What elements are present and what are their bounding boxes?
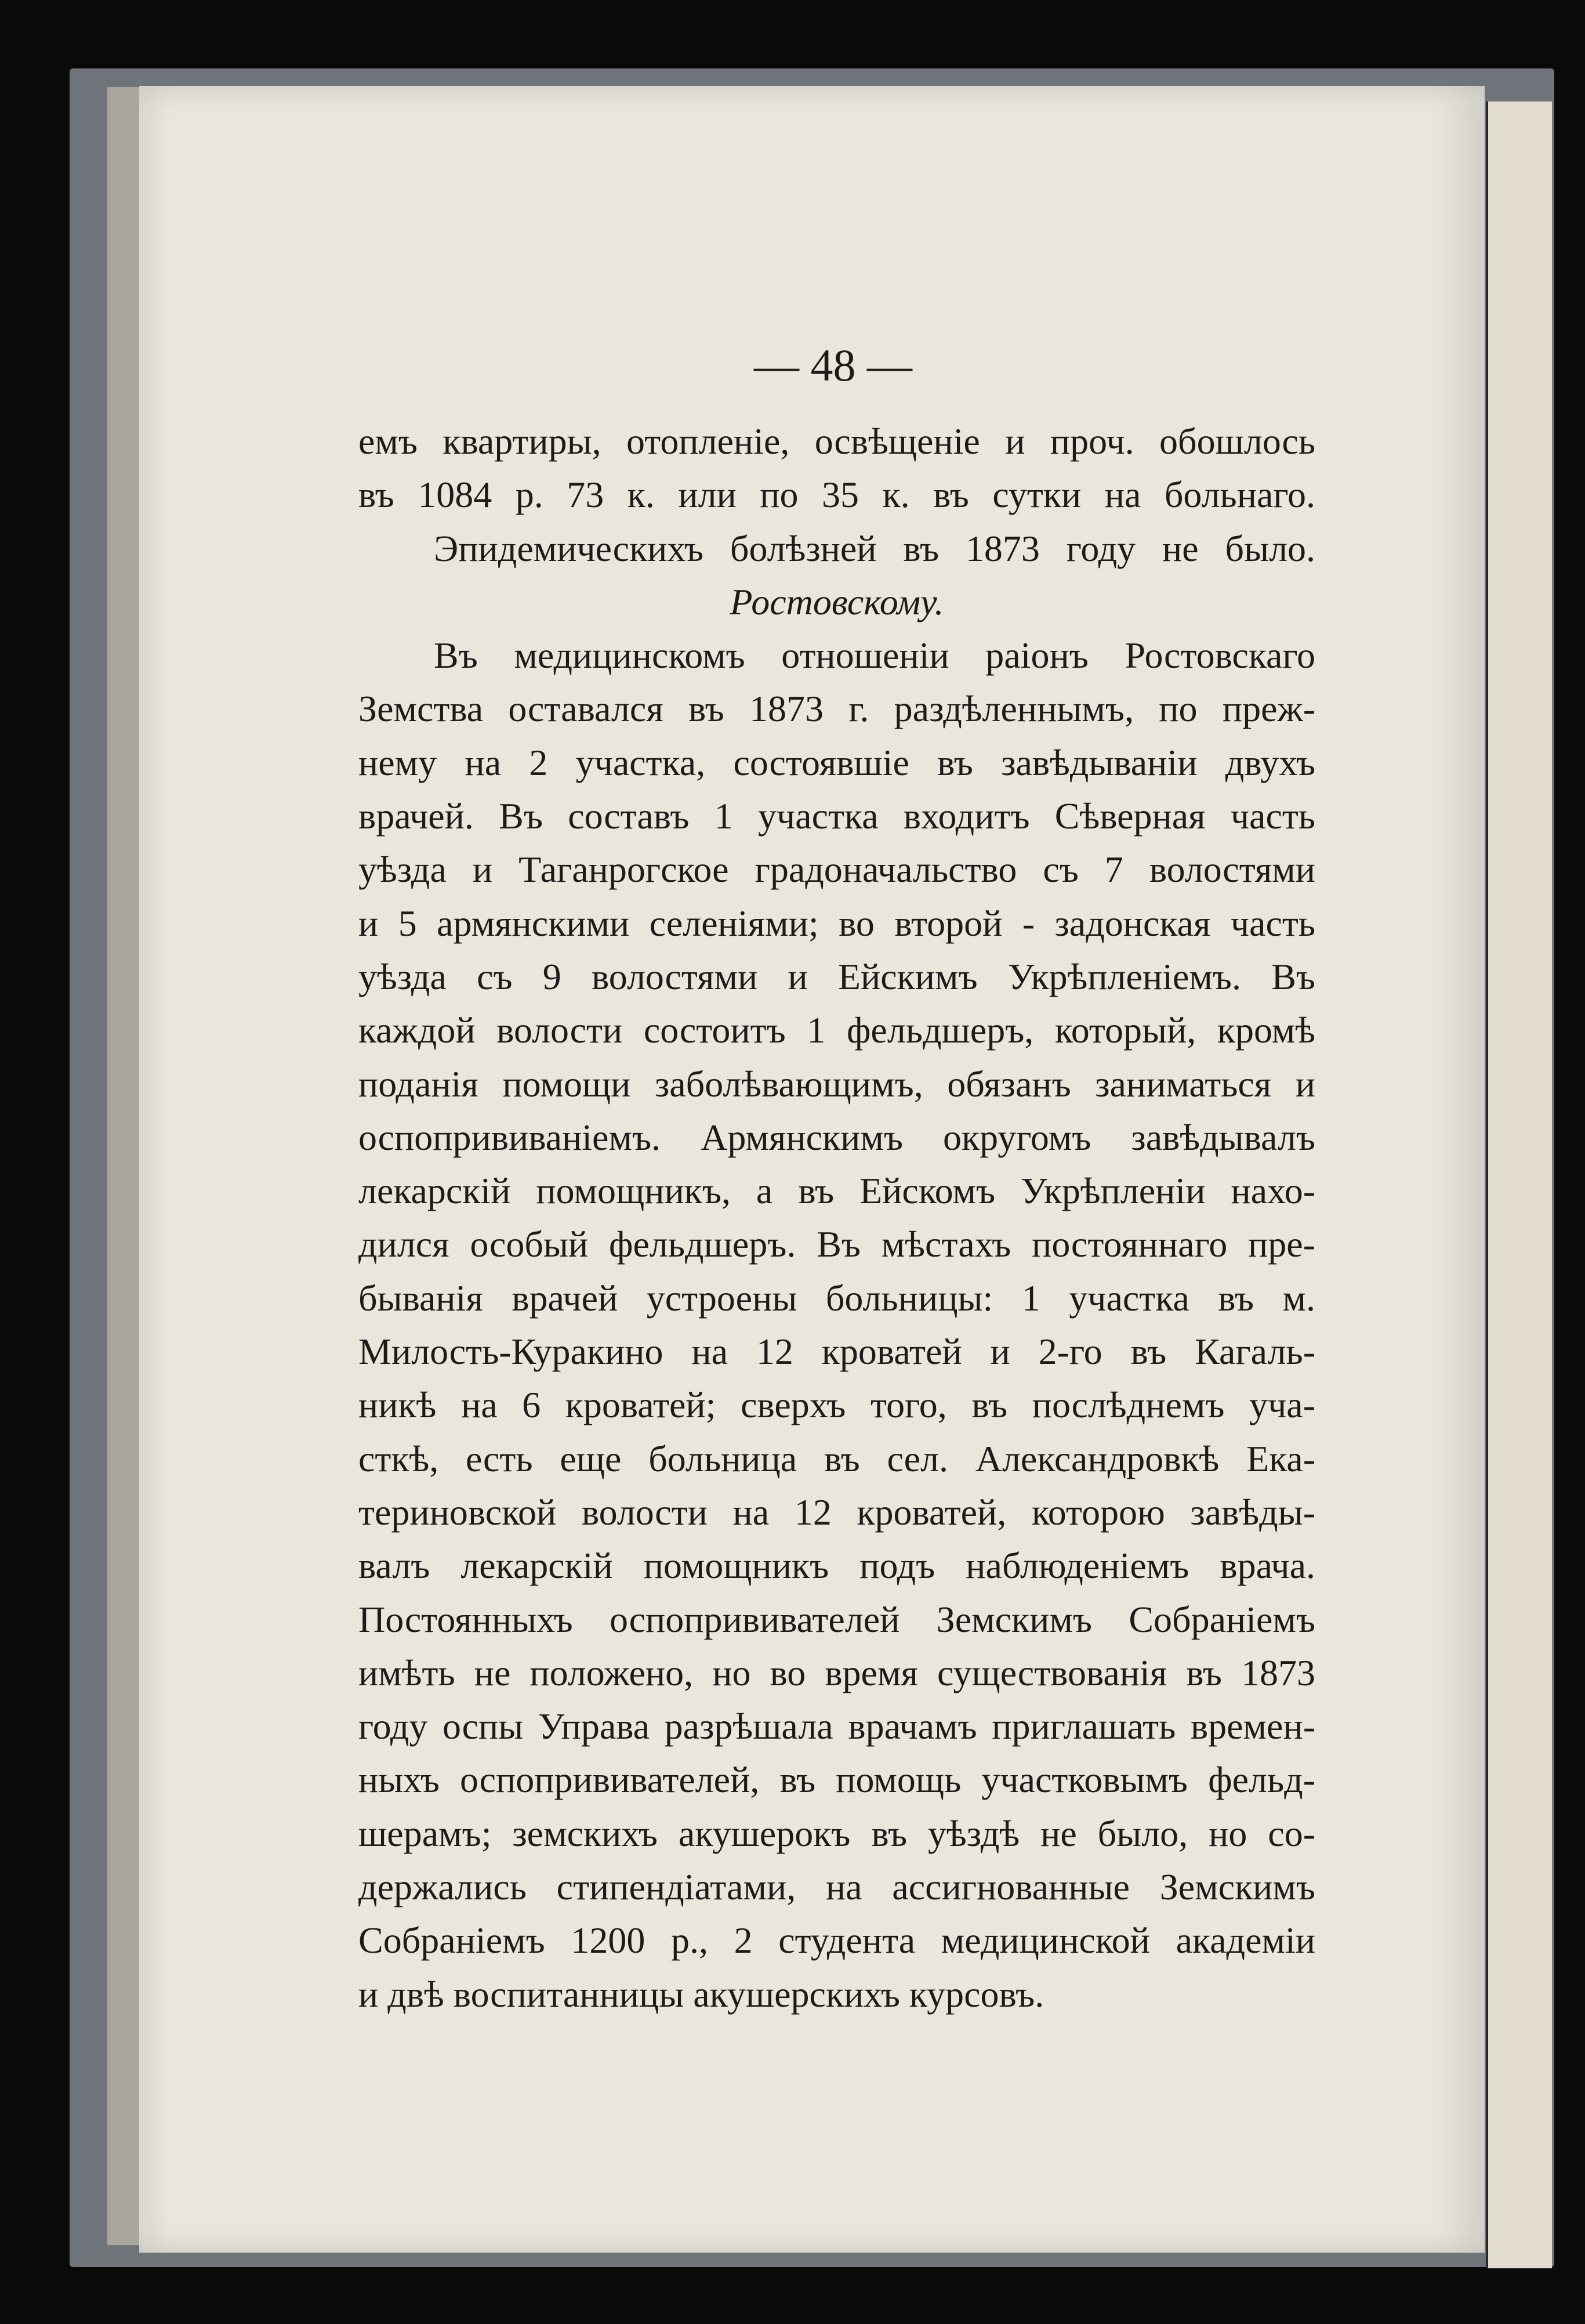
cover-edge bbox=[107, 87, 142, 2245]
text-line: Въ медицинскомъ отношеніи раіонъ Ростовскаго bbox=[434, 635, 1315, 676]
section-heading: Ростовскому. bbox=[730, 581, 944, 622]
text-line: и 5 армянскими селеніями; во второй - задонская часть bbox=[358, 902, 1315, 944]
text-line: быванія врачей устроены больницы: 1 участка въ м. bbox=[358, 1277, 1315, 1319]
text-line: шерамъ; земскихъ акушерокъ въ уѣздѣ не было, но со- bbox=[358, 1812, 1315, 1854]
text-line: емъ квартиры, отопленіе, освѣщеніе и проч. обошлось bbox=[358, 421, 1315, 462]
text-line: Милость-Куракино на 12 кроватей и 2-го въ Кагаль- bbox=[358, 1331, 1315, 1373]
text-line: Земства оставался въ 1873 г. раздѣленнымъ, по преж- bbox=[358, 688, 1315, 730]
text-line: оспопрививаніемъ. Армянскимъ округомъ завѣдывалъ bbox=[358, 1116, 1315, 1158]
text-line: имѣть не положено, но во время существованія въ 1873 bbox=[358, 1652, 1315, 1693]
text-line: врачей. Въ составъ 1 участка входитъ Сѣверная часть bbox=[358, 795, 1315, 837]
page-number: — 48 — bbox=[754, 340, 912, 390]
text-line: держались стипендіатами, на ассигнованные Земскимъ bbox=[358, 1866, 1315, 1908]
text-line: ныхъ оспопрививателей, въ помощь участковымъ фельд- bbox=[358, 1759, 1315, 1801]
text-line: въ 1084 р. 73 к. или по 35 к. въ сутки на больнаго. bbox=[358, 474, 1315, 516]
text-line: поданія помощи заболѣвающимъ, обязанъ заниматься и bbox=[358, 1063, 1315, 1105]
text-line: уѣзда съ 9 волостями и Ейскимъ Укрѣпленіемъ. Въ bbox=[358, 955, 1315, 997]
text-line: каждой волости состоитъ 1 фельдшеръ, который, кромѣ bbox=[358, 1009, 1315, 1051]
text-line: лекарскій помощникъ, а въ Ейскомъ Укрѣпленіи нахо- bbox=[358, 1170, 1315, 1212]
text-line: териновской волости на 12 кроватей, которою завѣды- bbox=[358, 1491, 1315, 1533]
text-line: и двѣ воспитанницы акушерскихъ курсовъ. bbox=[358, 1973, 1044, 2015]
text-line: году оспы Управа разрѣшала врачамъ приглашать времен- bbox=[358, 1706, 1315, 1747]
text-line: дился особый фельдшеръ. Въ мѣстахъ постояннаго пре- bbox=[358, 1223, 1315, 1265]
text-line: валъ лекарскій помощникъ подъ наблюденіемъ врача. bbox=[358, 1545, 1315, 1587]
text-line: сткѣ, есть еще больница въ сел. Александровкѣ Ека- bbox=[358, 1438, 1315, 1479]
text-line: уѣзда и Таганрогское градоначальство съ 7 волостями bbox=[358, 849, 1315, 890]
page-text bbox=[358, 415, 1315, 2021]
next-page-edge bbox=[1486, 102, 1552, 2268]
text-line: Собраніемъ 1200 р., 2 студента медицинской академіи bbox=[358, 1920, 1315, 1961]
text-line: нему на 2 участка, состоявшіе въ завѣдываніи двухъ bbox=[358, 741, 1315, 783]
text-line: Эпидемическихъ болѣзней въ 1873 году не было. bbox=[434, 527, 1315, 569]
text-line: Постоянныхъ оспопрививателей Земскимъ Собраніемъ bbox=[358, 1598, 1315, 1640]
text-line: никѣ на 6 кроватей; сверхъ того, въ послѣднемъ уча- bbox=[358, 1384, 1315, 1426]
